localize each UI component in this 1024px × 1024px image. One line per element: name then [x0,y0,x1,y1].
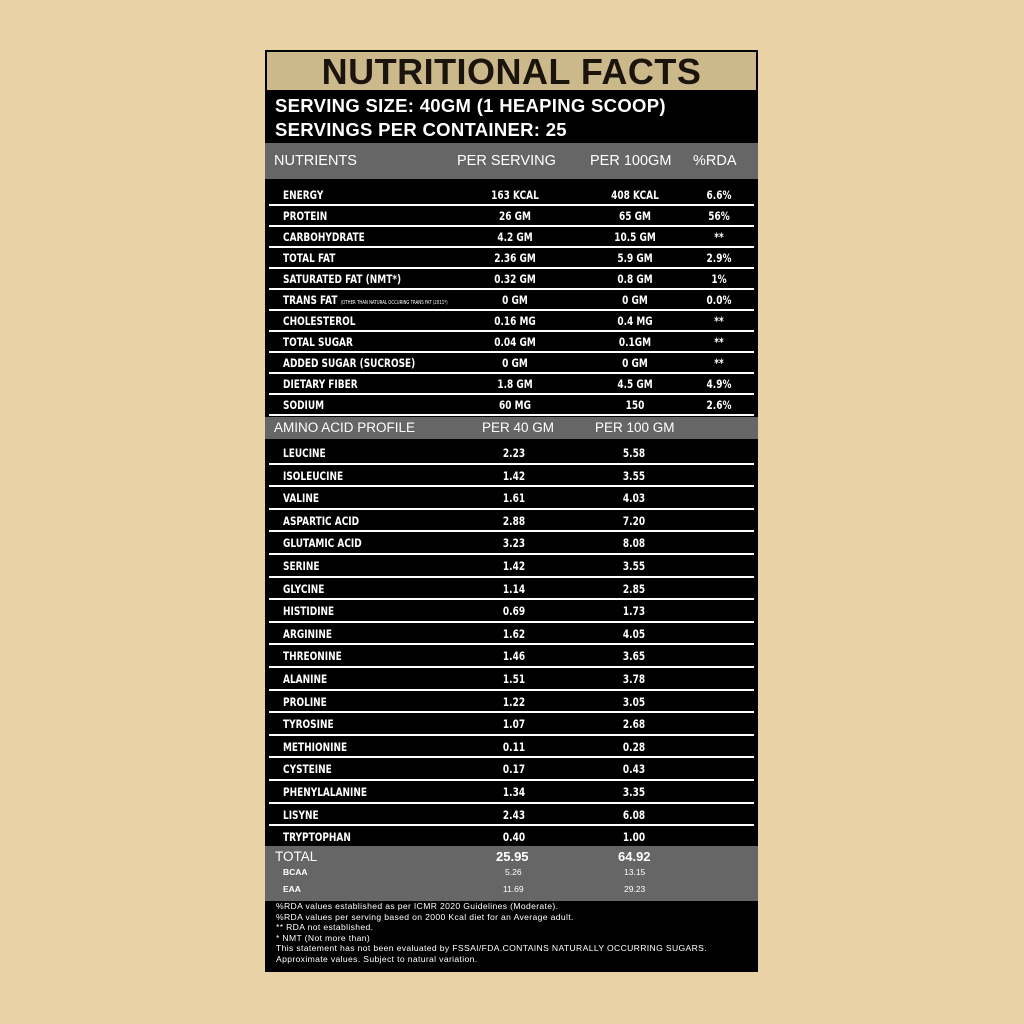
nutrient-note: (OTHER THAN NATURAL OCCURING TRANS FAT (2011*) [340,300,448,306]
amino-per-100: 0.43 [622,762,646,777]
amino-name: CYSTEINE [283,762,332,777]
nutrient-per-100: 4.5 GM [617,377,653,391]
total-label: TOTAL [275,849,318,864]
amino-per-40: 2.43 [502,807,526,822]
amino-row [265,736,758,759]
total-per-100: 64.92 [618,849,651,864]
amino-per-100: 3.55 [622,559,646,573]
amino-per-40: 0.17 [502,762,526,777]
nutrient-per-100: 0.8 GM [617,272,653,286]
amino-per-40: 1.42 [502,559,526,573]
amino-name: ASPARTIC ACID [283,513,360,528]
nutrient-per-serving: 0.32 GM [494,272,536,286]
amino-per-100: 4.03 [622,491,646,506]
nutrient-rda: 6.6% [706,188,732,202]
amino-per-40: 1.62 [502,626,526,641]
nutrient-row [265,206,758,227]
serving-size: SERVING SIZE: 40GM (1 HEAPING SCOOP) [275,95,666,116]
amino-row [265,487,758,510]
amino-row [265,781,758,804]
amino-per-40: 1.51 [502,672,526,686]
nutrient-per-100: 150 [625,398,645,412]
bcaa-label: BCAA [283,867,308,877]
amino-per-100: 2.85 [622,581,646,596]
amino-per-40: 0.40 [502,830,526,845]
amino-row [265,442,758,465]
footnote: %RDA values per serving based on 2000 Kcal diet for an Average adult. [276,911,574,922]
nutrient-rda: 56% [708,209,730,223]
eaa-per-100: 29.23 [624,884,646,894]
amino-row [265,623,758,646]
nutrient-rda: 2.9% [706,251,732,265]
nutrient-rda: 4.9% [706,377,732,391]
amino-per-100: 1.00 [622,830,646,845]
bcaa-per-40: 5.26 [505,867,522,877]
amino-per-100: 5.58 [622,446,646,460]
nutrient-row [265,353,758,374]
nutrient-per-100: 65 GM [619,209,651,223]
nutrient-per-serving: 1.8 GM [497,377,533,391]
label-title: NUTRITIONAL FACTS [321,51,702,92]
amino-per-100: 3.78 [622,672,646,686]
amino-per-40: 1.07 [502,717,526,732]
nutrient-per-serving: 2.36 GM [494,251,536,265]
amino-name: TYROSINE [283,717,334,732]
nutrient-name: CHOLESTEROL [283,314,356,328]
nutrient-rda: ** [714,314,724,328]
amino-row [265,804,758,827]
amino-per-40: 0.11 [502,739,526,754]
nutrient-row [265,311,758,332]
amino-per-40: 1.42 [502,468,526,483]
nutrient-rda: ** [714,356,724,370]
amino-row [265,713,758,736]
footnote: Approximate values. Subject to natural variation. [276,953,478,964]
amino-name: HISTIDINE [283,604,335,619]
amino-row [265,555,758,578]
nutrient-per-serving: 163 KCAL [491,188,539,202]
eaa-per-40: 11.69 [503,884,524,894]
amino-per-40: 1.46 [502,649,526,664]
nutrient-per-serving: 0.04 GM [494,335,536,349]
nutrient-per-100: 408 KCAL [611,188,659,202]
nutrient-per-100: 0 GM [622,356,648,370]
footnotes [276,901,756,965]
servings-per-container: SERVINGS PER CONTAINER: 25 [275,119,567,140]
amino-name: METHIONINE [283,739,348,754]
nutrient-row [265,374,758,395]
nutrient-rda: 1% [711,272,727,286]
amino-per-40: 1.61 [502,491,526,506]
nutrient-name: ENERGY [283,188,324,202]
nutrient-row [265,395,758,416]
amino-name: ISOLEUCINE [283,468,344,483]
amino-row [265,758,758,781]
amino-row [265,510,758,533]
bcaa-per-100: 13.15 [624,867,646,877]
eaa-label: EAA [283,884,301,894]
row-divider [269,414,754,416]
total-per-40: 25.95 [496,849,529,864]
amino-per-40: 0.69 [502,604,526,619]
nutrient-name: DIETARY FIBER [283,377,358,391]
amino-name: VALINE [283,491,319,506]
amino-name: GLYCINE [283,581,325,596]
amino-row [265,668,758,691]
nutrient-name: PROTEIN [283,209,328,223]
nutrient-name: ADDED SUGAR (SUCROSE) [283,356,416,370]
amino-row [265,578,758,601]
amino-per-40: 1.34 [502,785,526,799]
header-per-40: PER 40 GM [482,420,555,435]
nutrients-header [265,143,758,179]
amino-per-40: 2.88 [502,513,526,528]
amino-per-40: 1.22 [502,694,526,709]
amino-row [265,600,758,623]
nutrient-rda: ** [714,335,724,349]
nutrient-name: SATURATED FAT (NMT*) [283,272,402,286]
amino-per-100: 0.28 [622,739,646,754]
amino-row [265,645,758,668]
nutrient-row [265,227,758,248]
nutrient-per-serving: 4.2 GM [497,230,533,244]
amino-name: PROLINE [283,694,327,709]
amino-row [265,465,758,488]
amino-per-100: 3.05 [622,694,646,709]
header-per-serving: PER SERVING [457,153,556,169]
amino-per-40: 2.23 [502,446,526,460]
amino-per-100: 6.08 [622,807,646,822]
amino-per-100: 2.68 [622,717,646,732]
amino-row [265,691,758,714]
amino-name: SERINE [283,559,320,573]
nutrition-label [265,50,758,972]
amino-per-100: 1.73 [622,604,646,619]
amino-per-100: 3.35 [622,785,646,799]
header-per-100: PER 100GM [590,153,672,169]
amino-name: THREONINE [283,649,342,664]
nutrient-name: CARBOHYDRATE [283,230,365,244]
footnote: This statement has not been evaluated by FSSAI/FDA.CONTAINS NATURALLY OCCURRING SUGARS. [276,943,707,954]
footnote: %RDA values established as per ICMR 2020 Guidelines (Moderate). [276,901,559,911]
amino-name: ARGININE [283,626,333,641]
amino-name: PHENYLALANINE [283,785,368,799]
nutrient-per-serving: 0 GM [502,293,528,307]
amino-per-40: 1.14 [502,581,526,596]
amino-per-100: 3.55 [622,468,646,483]
footnote: * NMT (Not more than) [276,932,371,943]
nutrient-row [265,332,758,353]
nutrient-per-100: 0.4 MG [617,314,653,328]
amino-header [265,417,758,439]
nutrient-per-100: 0.1GM [618,335,652,349]
nutrient-per-100: 5.9 GM [617,251,653,265]
amino-per-40: 3.23 [502,536,526,551]
nutrient-per-serving: 26 GM [499,209,531,223]
nutrient-name: TOTAL FAT [283,251,336,265]
nutrient-per-100: 10.5 GM [614,230,656,244]
nutrient-rda: ** [714,230,724,244]
amino-per-100: 4.05 [622,626,646,641]
title-band [265,50,758,92]
amino-name: GLUTAMIC ACID [283,536,362,551]
header-rda: %RDA [693,153,737,169]
nutrient-row [265,248,758,269]
nutrient-per-serving: 0.16 MG [494,314,536,328]
footnote: ** RDA not established. [276,922,374,933]
nutrient-per-serving: 60 MG [499,398,531,412]
nutrient-row [265,290,758,311]
header-amino-per-100: PER 100 GM [595,420,675,435]
header-nutrients: NUTRIENTS [274,153,357,169]
nutrient-rda: 2.6% [706,398,732,412]
nutrient-row [265,269,758,290]
amino-name: TRYPTOPHAN [283,830,351,845]
amino-row [265,532,758,555]
nutrient-name: TRANS FAT (OTHER THAN NATURAL OCCURING TRANS FAT (2011*) [283,293,448,307]
nutrient-per-serving: 0 GM [502,356,528,370]
nutrient-rda: 0.0% [706,293,732,307]
nutrient-row [265,185,758,206]
amino-name: ALANINE [283,672,328,686]
amino-per-100: 7.20 [622,513,646,528]
nutrient-per-100: 0 GM [622,293,648,307]
amino-per-100: 3.65 [622,649,646,664]
header-amino: AMINO ACID PROFILE [274,420,416,435]
nutrient-name: TOTAL SUGAR [283,335,353,349]
amino-name: LEUCINE [283,446,326,460]
totals-band [265,846,758,901]
nutrient-name: SODIUM [283,398,325,412]
amino-per-100: 8.08 [622,536,646,551]
amino-name: LISYNE [283,807,319,822]
